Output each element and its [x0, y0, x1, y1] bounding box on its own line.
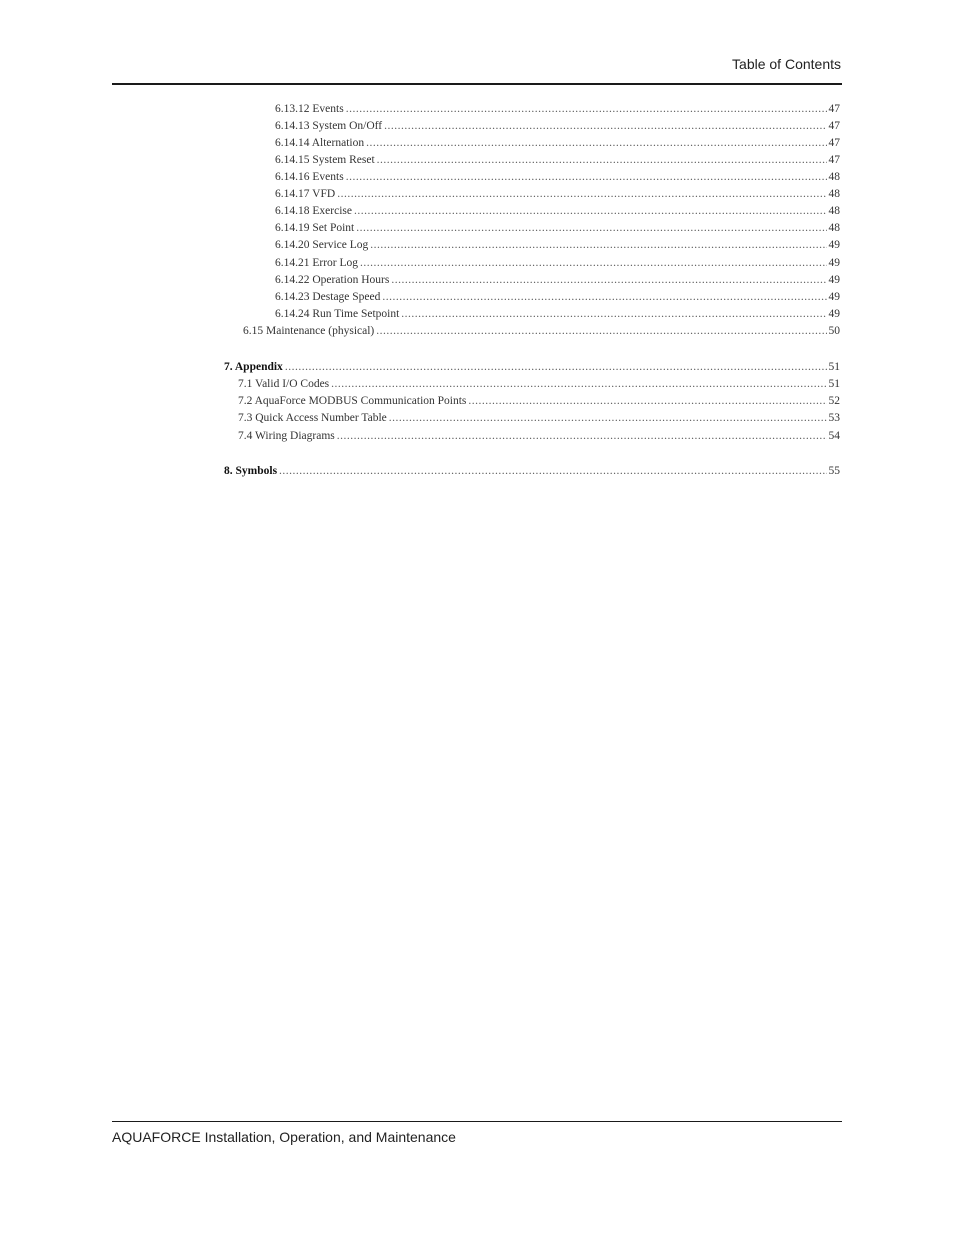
toc-entry-page: 49	[828, 274, 840, 286]
toc-entry-title: 6.14.13 System On/Off	[275, 120, 383, 132]
toc-entry[interactable]	[238, 428, 840, 445]
toc-dot-leader	[389, 410, 827, 427]
toc-entry-page: 48	[828, 205, 840, 217]
toc-dot-leader	[377, 152, 827, 169]
toc-dot-leader	[354, 203, 827, 220]
toc-dot-leader	[366, 135, 826, 152]
toc-dot-leader	[360, 255, 826, 272]
toc-dot-leader	[468, 393, 826, 410]
toc-dot-leader	[401, 306, 826, 323]
toc-entry-title: 6.14.19 Set Point	[275, 222, 355, 234]
header-title: Table of Contents	[732, 56, 841, 72]
toc-entry-page: 48	[828, 222, 840, 234]
toc-entry-title: 6.14.17 VFD	[275, 188, 336, 200]
toc-entry[interactable]	[238, 376, 840, 393]
toc-entry[interactable]	[275, 289, 840, 306]
toc-entry-page: 54	[828, 430, 840, 442]
toc-entry[interactable]	[275, 272, 840, 289]
toc-entry-page: 47	[828, 120, 840, 132]
toc-entry[interactable]	[275, 152, 840, 169]
footer-text: AQUAFORCE Installation, Operation, and Maintenance	[112, 1129, 456, 1145]
toc-entry[interactable]	[275, 306, 840, 323]
toc-entry[interactable]	[275, 135, 840, 152]
toc-dot-leader	[337, 428, 827, 445]
toc-entry-title: 7.3 Quick Access Number Table	[238, 412, 387, 424]
toc-dot-leader	[376, 323, 826, 340]
toc-entry-page: 49	[828, 239, 840, 251]
toc-dot-leader	[346, 169, 827, 186]
toc-entry-title: 7.2 AquaForce MODBUS Communication Points	[238, 395, 467, 407]
toc-dot-leader	[370, 237, 826, 254]
toc-entry[interactable]	[238, 410, 840, 427]
toc-entry-title: 6.15 Maintenance (physical)	[243, 325, 375, 337]
toc-entry-page: 55	[828, 465, 840, 477]
header-rule	[112, 83, 842, 85]
toc-dot-leader	[337, 186, 826, 203]
toc-entry[interactable]	[238, 393, 840, 410]
toc-entry-page: 47	[828, 137, 840, 149]
toc-entry[interactable]	[275, 101, 840, 118]
toc-entry-title: 7.4 Wiring Diagrams	[238, 430, 335, 442]
toc-entry-title: 6.13.12 Events	[275, 103, 344, 115]
toc-entry[interactable]	[275, 118, 840, 135]
toc-entry-page: 49	[828, 291, 840, 303]
toc-entry-title: 6.14.23 Destage Speed	[275, 291, 381, 303]
toc-entry[interactable]	[275, 237, 840, 254]
toc-entry[interactable]	[275, 186, 840, 203]
toc-entry-page: 48	[828, 171, 840, 183]
toc-entry-page: 49	[828, 257, 840, 269]
toc-dot-leader	[356, 220, 826, 237]
toc-entry-title: 6.14.16 Events	[275, 171, 344, 183]
toc-entry-title: 6.14.14 Alternation	[275, 137, 365, 149]
toc-entry-page: 47	[828, 154, 840, 166]
toc-entry[interactable]	[224, 463, 840, 480]
toc-entry-page: 50	[828, 325, 840, 337]
toc-entry-page: 51	[828, 361, 840, 373]
toc-dot-leader	[331, 376, 826, 393]
toc-dot-leader	[391, 272, 826, 289]
toc-dot-leader	[279, 463, 826, 480]
toc-dot-leader	[382, 289, 826, 306]
toc-entry[interactable]	[275, 203, 840, 220]
toc-dot-leader	[384, 118, 826, 135]
toc-entry-title: 6.14.24 Run Time Setpoint	[275, 308, 400, 320]
toc-entry-title: 7.1 Valid I/O Codes	[238, 378, 330, 390]
toc-entry-title: 6.14.18 Exercise	[275, 205, 352, 217]
toc-entry-title: 8. Symbols	[224, 465, 278, 477]
toc-entry[interactable]	[224, 359, 840, 376]
toc-entry[interactable]	[275, 169, 840, 186]
toc-entry-page: 53	[828, 412, 840, 424]
toc-dot-leader	[285, 359, 827, 376]
toc-entry-page: 47	[828, 103, 840, 115]
toc-entry-page: 48	[828, 188, 840, 200]
toc-entry-title: 6.14.21 Error Log	[275, 257, 359, 269]
toc-dot-leader	[346, 101, 827, 118]
toc-entry-page: 52	[828, 395, 840, 407]
footer-rule	[112, 1121, 842, 1122]
toc-entry-page: 51	[828, 378, 840, 390]
toc-entry-title: 7. Appendix	[224, 361, 283, 373]
toc-entry-title: 6.14.15 System Reset	[275, 154, 375, 166]
toc-entry[interactable]	[243, 323, 840, 340]
toc-entry-page: 49	[828, 308, 840, 320]
toc-entry[interactable]	[275, 220, 840, 237]
toc-entry-title: 6.14.20 Service Log	[275, 239, 369, 251]
toc-entry-title: 6.14.22 Operation Hours	[275, 274, 390, 286]
toc-entry[interactable]	[275, 255, 840, 272]
